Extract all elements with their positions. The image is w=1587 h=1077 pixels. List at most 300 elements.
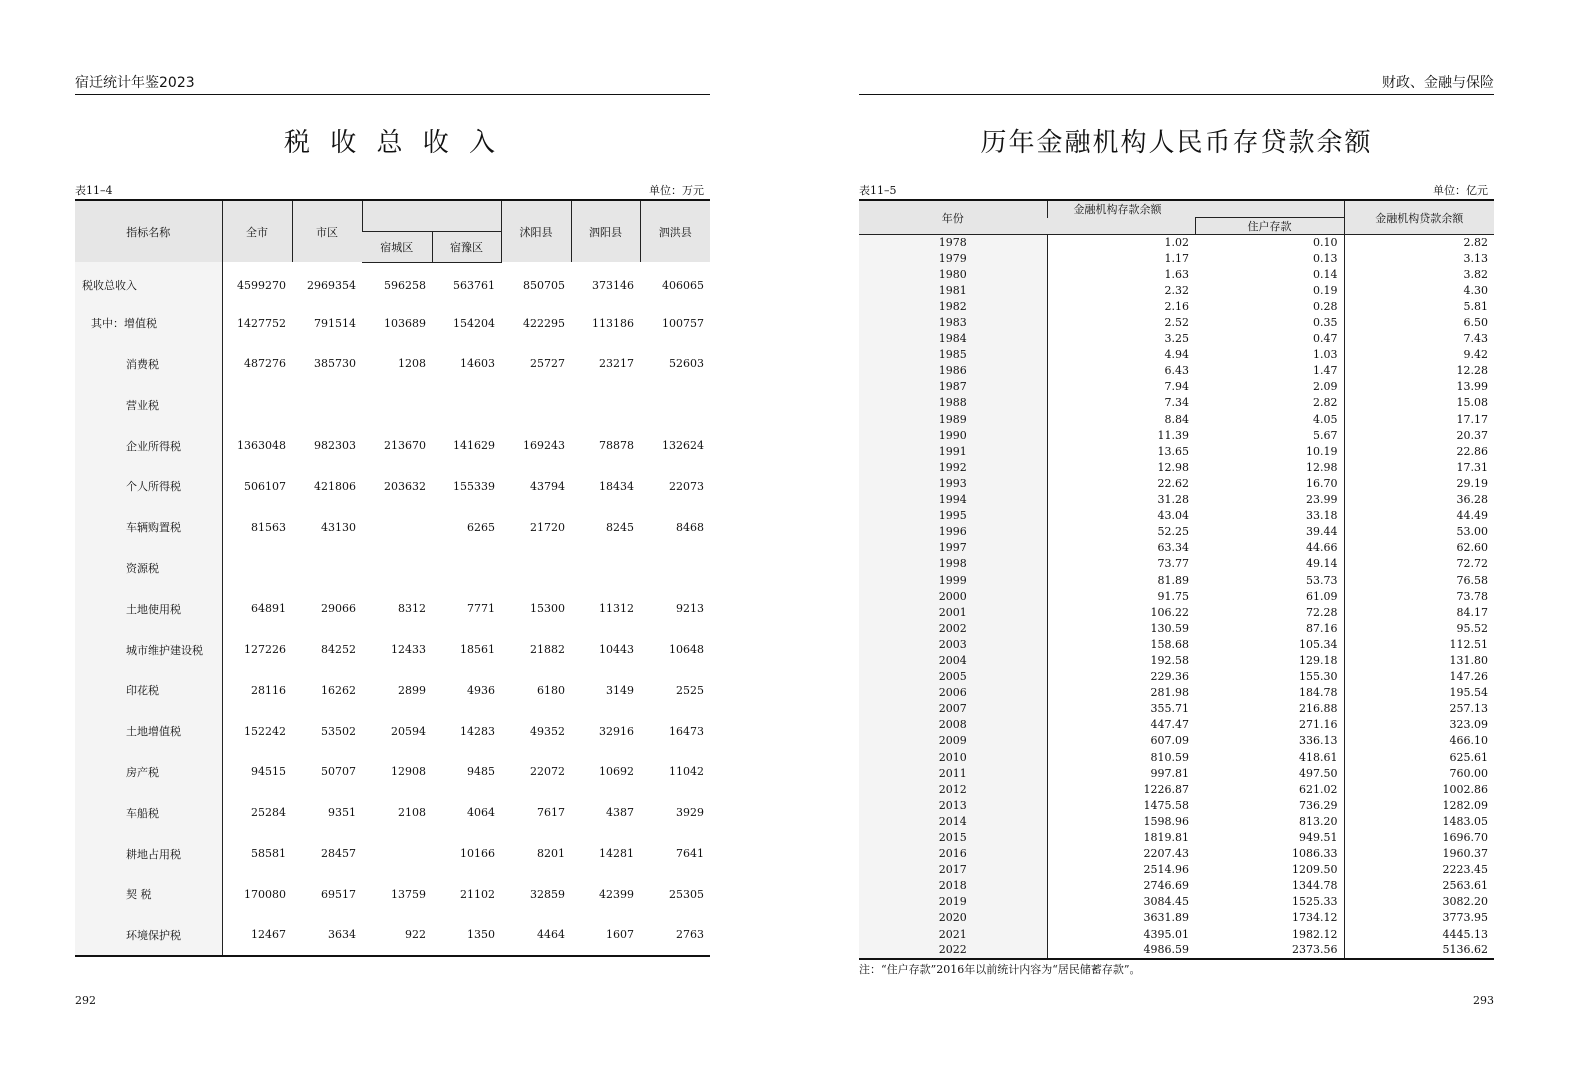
table-cell: 49352 [530, 724, 565, 738]
table-cell: 155339 [453, 479, 495, 493]
year-cell: 2009 [859, 733, 1047, 749]
table-row [859, 653, 1494, 669]
table-cell: 596258 [384, 279, 426, 293]
year-cell: 2012 [859, 782, 1047, 798]
year-cell: 1995 [859, 508, 1047, 524]
table-cell: 7771 [467, 602, 495, 616]
loan-cell: 6.50 [1463, 316, 1488, 330]
table-cell: 16262 [321, 683, 356, 697]
household-cell: 0.19 [1195, 283, 1344, 299]
table-cell: 8201 [537, 847, 565, 861]
household-cell: 61.09 [1195, 589, 1344, 605]
row-label: 企业所得税 [75, 425, 222, 466]
deposit-cell: 43.04 [1157, 509, 1189, 523]
table-cell: 373146 [592, 278, 634, 292]
deposit-cell: 192.58 [1150, 653, 1189, 667]
deposit-cell: 2514.96 [1143, 863, 1189, 877]
year-cell: 1981 [859, 283, 1047, 299]
loan-cell: 466.10 [1449, 734, 1488, 748]
loan-cell: 29.19 [1456, 476, 1488, 490]
table-cell: 141629 [453, 439, 495, 453]
loan-cell: 7.43 [1463, 332, 1488, 346]
deposit-cell: 447.47 [1150, 718, 1189, 732]
loan-cell: 195.54 [1449, 686, 1488, 700]
table-cell: 113186 [592, 316, 634, 330]
row-label: 资源税 [75, 548, 222, 589]
table-cell: 4936 [467, 683, 495, 697]
table-row [859, 669, 1494, 685]
deposit-cell: 158.68 [1150, 637, 1189, 651]
table-row [859, 476, 1494, 492]
deposit-cell: 1475.58 [1143, 798, 1189, 812]
table-cell [292, 548, 362, 589]
deposit-cell: 12.98 [1157, 460, 1189, 474]
year-cell: 1997 [859, 540, 1047, 556]
table-row [859, 251, 1494, 267]
year-cell: 1992 [859, 460, 1047, 476]
table-row [75, 629, 710, 670]
loan-cell: 112.51 [1449, 637, 1488, 651]
row-label: 耕地占用税 [75, 833, 222, 874]
table-cell [222, 384, 292, 425]
table-cell: 52603 [669, 357, 704, 371]
table-row [859, 347, 1494, 363]
table-cell: 169243 [523, 439, 565, 453]
table-cell: 2763 [640, 915, 710, 956]
table-row [75, 303, 710, 344]
deposit-cell: 1598.96 [1143, 814, 1189, 828]
deposit-cell: 355.71 [1150, 702, 1189, 716]
table-cell: 213670 [384, 439, 426, 453]
table-cell: 7641 [676, 847, 704, 861]
header-urban: 市区 [292, 200, 362, 262]
deposit-cell: 81.89 [1157, 573, 1189, 587]
table-cell: 1350 [432, 915, 501, 956]
table-cell: 2899 [398, 683, 426, 697]
household-cell: 23.99 [1195, 492, 1344, 508]
table-cell: 81563 [251, 520, 286, 534]
household-cell: 0.13 [1195, 251, 1344, 267]
table-row [859, 444, 1494, 460]
deposit-cell: 8.84 [1164, 412, 1189, 426]
table-cell: 103689 [384, 316, 426, 330]
table-row [859, 540, 1494, 556]
deposit-cell: 1819.81 [1143, 831, 1189, 845]
table-cell: 421806 [314, 479, 356, 493]
table-row [859, 572, 1494, 588]
table-cell: 563761 [453, 279, 495, 293]
year-cell: 2014 [859, 814, 1047, 830]
unit-label: 单位：万元 [649, 184, 704, 197]
table-row [859, 363, 1494, 379]
loan-cell: 131.80 [1449, 653, 1488, 667]
table-cell: 32859 [530, 887, 565, 901]
deposit-cell: 2.16 [1164, 299, 1189, 313]
household-cell: 1209.50 [1195, 862, 1344, 878]
table-cell: 3929 [676, 806, 704, 820]
table-cell: 50707 [321, 765, 356, 779]
table-cell: 9485 [467, 765, 495, 779]
table-cell: 43130 [321, 520, 356, 534]
tax-revenue-table [75, 199, 710, 957]
loan-cell: 9.42 [1463, 348, 1488, 362]
row-label: 土地使用税 [75, 588, 222, 629]
deposit-cell: 2746.69 [1143, 879, 1189, 893]
deposit-cell: 281.98 [1150, 686, 1189, 700]
deposit-cell: 6.43 [1164, 364, 1189, 378]
year-cell: 1983 [859, 315, 1047, 331]
loan-cell: 3773.95 [1442, 911, 1488, 925]
year-cell: 1986 [859, 363, 1047, 379]
household-cell: 1.03 [1195, 347, 1344, 363]
unit-label: 单位：亿元 [1433, 184, 1488, 197]
deposit-loan-table [859, 199, 1494, 960]
loan-cell: 17.31 [1456, 460, 1488, 474]
deposit-cell: 810.59 [1150, 750, 1189, 764]
deposit-cell: 607.09 [1150, 734, 1189, 748]
household-cell: 33.18 [1195, 508, 1344, 524]
row-label: 其中：增值税 [75, 303, 222, 344]
table-cell: 15300 [530, 602, 565, 616]
table-row [859, 331, 1494, 347]
table-row [859, 460, 1494, 476]
loan-cell: 1960.37 [1442, 847, 1488, 861]
year-cell: 1987 [859, 379, 1047, 395]
table-cell: 20594 [391, 724, 426, 738]
table-cell: 487276 [244, 357, 286, 371]
deposit-cell: 1.63 [1164, 267, 1189, 281]
table-row [859, 701, 1494, 717]
table-row [859, 605, 1494, 621]
year-cell: 1988 [859, 395, 1047, 411]
loan-cell: 44.49 [1456, 509, 1488, 523]
table-row [859, 524, 1494, 540]
year-cell: 2022 [859, 943, 1047, 959]
loan-cell: 53.00 [1456, 525, 1488, 539]
household-cell: 0.28 [1195, 299, 1344, 315]
table-row [859, 782, 1494, 798]
table-note: 注：“住户存款”2016年以前统计内容为“居民储蓄存款”。 [859, 963, 1141, 976]
deposit-cell: 4.94 [1164, 348, 1189, 362]
table-cell: 4599270 [237, 278, 286, 292]
table-cell: 58581 [251, 847, 286, 861]
table-cell: 16473 [669, 724, 704, 738]
deposit-cell: 229.36 [1150, 670, 1189, 684]
table-row [859, 733, 1494, 749]
loan-cell: 4445.13 [1442, 927, 1488, 941]
header-deposits: 金融机构存款余额 [1047, 200, 1344, 218]
table-cell: 11042 [669, 765, 704, 779]
table-row [859, 556, 1494, 572]
table-cell: 94515 [251, 765, 286, 779]
table-cell: 1363048 [237, 439, 286, 453]
deposit-cell: 52.25 [1157, 525, 1189, 539]
row-label: 土地增值税 [75, 711, 222, 752]
table-cell: 2525 [676, 683, 704, 697]
household-cell: 129.18 [1195, 653, 1344, 669]
table-row [859, 878, 1494, 894]
table-row [75, 792, 710, 833]
deposit-cell: 7.34 [1164, 396, 1189, 410]
table-cell: 406065 [662, 278, 704, 292]
table-cell: 21720 [530, 520, 565, 534]
loan-cell: 1483.05 [1442, 814, 1488, 828]
tax-table-body [75, 262, 710, 956]
table-cell: 22072 [530, 765, 565, 779]
deposit-cell: 130.59 [1150, 621, 1189, 635]
loan-cell: 72.72 [1456, 557, 1488, 571]
table-cell: 850705 [523, 278, 565, 292]
table-cell: 29066 [321, 602, 356, 616]
table-row [859, 395, 1494, 411]
table-row [859, 766, 1494, 782]
table-cell: 69517 [321, 887, 356, 901]
table-cell: 154204 [453, 316, 495, 330]
table-cell: 53502 [321, 724, 356, 738]
table-cell: 2108 [398, 806, 426, 820]
table-row [859, 685, 1494, 701]
loan-cell: 4.30 [1463, 283, 1488, 297]
household-cell: 53.73 [1195, 572, 1344, 588]
table-cell: 18434 [599, 479, 634, 493]
loan-cell: 22.86 [1456, 444, 1488, 458]
table-row [75, 833, 710, 874]
year-cell: 2019 [859, 894, 1047, 910]
table-row [859, 637, 1494, 653]
household-cell: 44.66 [1195, 540, 1344, 556]
table-cell: 12433 [391, 643, 426, 657]
household-cell: 216.88 [1195, 701, 1344, 717]
row-label: 城市维护建设税 [75, 629, 222, 670]
table-row [859, 492, 1494, 508]
year-cell: 2007 [859, 701, 1047, 717]
household-cell: 1.47 [1195, 363, 1344, 379]
header-loans: 金融机构贷款余额 [1344, 200, 1494, 235]
loan-cell: 62.60 [1456, 541, 1488, 555]
year-cell: 1982 [859, 299, 1047, 315]
table-cell: 132624 [662, 439, 704, 453]
household-cell: 271.16 [1195, 717, 1344, 733]
running-head [75, 74, 710, 95]
row-label: 营业税 [75, 384, 222, 425]
table-row [75, 344, 710, 385]
yearbook-title: 宿迁统计年鉴2023 [75, 75, 195, 91]
header-siyang: 泗阳县 [571, 200, 640, 262]
household-cell: 4.05 [1195, 412, 1344, 428]
table-cell: 21102 [460, 887, 495, 901]
deposit-cell: 2.52 [1164, 316, 1189, 330]
deposit-cell: 4395.01 [1143, 927, 1189, 941]
table-cell: 28457 [321, 847, 356, 861]
year-cell: 1989 [859, 412, 1047, 428]
year-cell: 1979 [859, 251, 1047, 267]
table-row [859, 428, 1494, 444]
table-cell [362, 833, 432, 874]
deposit-cell: 3.25 [1164, 332, 1189, 346]
table-row [75, 425, 710, 466]
year-cell: 1991 [859, 444, 1047, 460]
table-row [859, 750, 1494, 766]
year-cell: 2013 [859, 798, 1047, 814]
table-cell [362, 384, 432, 425]
table-cell: 170080 [244, 887, 286, 901]
header-household: 住户存款 [1195, 218, 1344, 235]
household-cell: 10.19 [1195, 444, 1344, 460]
deposit-cell: 73.77 [1157, 557, 1189, 571]
table-cell: 6265 [467, 520, 495, 534]
table-row [859, 235, 1494, 251]
table-cell: 64891 [251, 602, 286, 616]
table-cell: 385730 [314, 357, 356, 371]
year-cell: 2016 [859, 846, 1047, 862]
table-row [859, 589, 1494, 605]
year-cell: 2011 [859, 766, 1047, 782]
loan-cell: 2223.45 [1442, 863, 1488, 877]
deposit-cell: 22.62 [1157, 476, 1189, 490]
loan-cell: 12.28 [1456, 364, 1488, 378]
table-row [859, 283, 1494, 299]
deposit-cell: 91.75 [1157, 589, 1189, 603]
table-row [859, 814, 1494, 830]
year-cell: 2005 [859, 669, 1047, 685]
table-number: 表11–5 [859, 184, 897, 197]
household-cell: 1734.12 [1195, 910, 1344, 926]
table-row [859, 267, 1494, 283]
household-cell: 155.30 [1195, 669, 1344, 685]
household-cell: 2373.56 [1195, 943, 1344, 959]
row-label: 环境保护税 [75, 915, 222, 956]
household-cell: 813.20 [1195, 814, 1344, 830]
table-cell: 4064 [467, 806, 495, 820]
year-cell: 2010 [859, 750, 1047, 766]
deposit-cell: 1.17 [1164, 251, 1189, 265]
deposit-cell: 1226.87 [1143, 782, 1189, 796]
household-cell: 12.98 [1195, 460, 1344, 476]
household-cell: 0.14 [1195, 267, 1344, 283]
deposit-cell: 997.81 [1150, 766, 1189, 780]
table-cell: 25305 [669, 887, 704, 901]
table-title: 历年金融机构人民币存贷款余额 [980, 128, 1373, 158]
household-cell: 0.47 [1195, 331, 1344, 347]
household-cell: 949.51 [1195, 830, 1344, 846]
table-row [75, 915, 710, 956]
deposit-cell: 106.22 [1150, 605, 1189, 619]
year-cell: 2002 [859, 621, 1047, 637]
table-cell: 4387 [606, 806, 634, 820]
row-label: 房产税 [75, 752, 222, 793]
row-label: 车辆购置税 [75, 507, 222, 548]
loan-cell: 15.08 [1456, 396, 1488, 410]
table-row [75, 466, 710, 507]
year-cell: 2003 [859, 637, 1047, 653]
year-cell: 2008 [859, 717, 1047, 733]
table-row [859, 943, 1494, 959]
table-cell: 14281 [599, 847, 634, 861]
loan-cell: 13.99 [1456, 380, 1488, 394]
table-row [859, 830, 1494, 846]
table-cell: 100757 [662, 316, 704, 330]
table-row [75, 874, 710, 915]
table-row [859, 894, 1494, 910]
household-cell: 39.44 [1195, 524, 1344, 540]
table-row [859, 299, 1494, 315]
loan-cell: 1002.86 [1442, 782, 1488, 796]
household-cell: 72.28 [1195, 605, 1344, 621]
table-cell: 922 [362, 915, 432, 956]
table-cell: 4464 [501, 915, 571, 956]
table-cell: 3149 [606, 683, 634, 697]
table-cell: 982303 [314, 439, 356, 453]
table-row [859, 862, 1494, 878]
household-cell: 2.09 [1195, 379, 1344, 395]
table-cell: 8312 [398, 602, 426, 616]
loan-cell: 3.13 [1463, 251, 1488, 265]
table-cell: 8468 [676, 520, 704, 534]
table-cell [571, 548, 640, 589]
deposit-cell: 63.34 [1157, 541, 1189, 555]
household-cell: 1086.33 [1195, 846, 1344, 862]
header-sucheng: 宿城区 [362, 231, 432, 262]
deposit-cell: 4986.59 [1047, 943, 1195, 959]
year-cell: 2001 [859, 605, 1047, 621]
table-row [75, 588, 710, 629]
table-row [75, 262, 710, 303]
table-row [859, 508, 1494, 524]
deposit-cell: 2207.43 [1143, 847, 1189, 861]
year-cell: 2004 [859, 653, 1047, 669]
loan-cell: 5.81 [1463, 299, 1488, 313]
table-cell: 14283 [460, 724, 495, 738]
deposit-loan-table-body [859, 235, 1494, 959]
table-cell: 84252 [321, 643, 356, 657]
deposit-cell: 31.28 [1157, 493, 1189, 507]
table-cell: 9351 [328, 806, 356, 820]
loan-cell: 20.37 [1456, 428, 1488, 442]
table-cell: 422295 [523, 316, 565, 330]
household-cell: 418.61 [1195, 750, 1344, 766]
household-cell: 0.35 [1195, 315, 1344, 331]
year-cell: 2018 [859, 878, 1047, 894]
loan-cell: 2563.61 [1442, 879, 1488, 893]
household-cell: 736.29 [1195, 798, 1344, 814]
table-cell: 10166 [460, 847, 495, 861]
table-row [859, 379, 1494, 395]
table-cell: 10648 [669, 643, 704, 657]
table-cell [432, 384, 501, 425]
table-cell: 43794 [530, 479, 565, 493]
table-cell: 42399 [599, 887, 634, 901]
year-cell: 1998 [859, 556, 1047, 572]
table-row [859, 798, 1494, 814]
page-number: 293 [1473, 994, 1494, 1007]
household-cell: 621.02 [1195, 782, 1344, 798]
household-cell: 49.14 [1195, 556, 1344, 572]
table-cell [292, 384, 362, 425]
table-cell: 25727 [530, 357, 565, 371]
loan-cell: 17.17 [1456, 412, 1488, 426]
chapter-title: 财政、金融与保险 [1382, 75, 1494, 91]
header-deposits-spacer [1047, 218, 1195, 235]
loan-cell: 323.09 [1449, 718, 1488, 732]
table-cell [362, 548, 432, 589]
household-cell: 2.82 [1195, 395, 1344, 411]
table-cell: 10692 [599, 765, 634, 779]
table-cell: 1607 [571, 915, 640, 956]
household-cell: 184.78 [1195, 685, 1344, 701]
household-cell: 336.13 [1195, 733, 1344, 749]
table-cell [501, 548, 571, 589]
table-cell: 28116 [251, 683, 286, 697]
